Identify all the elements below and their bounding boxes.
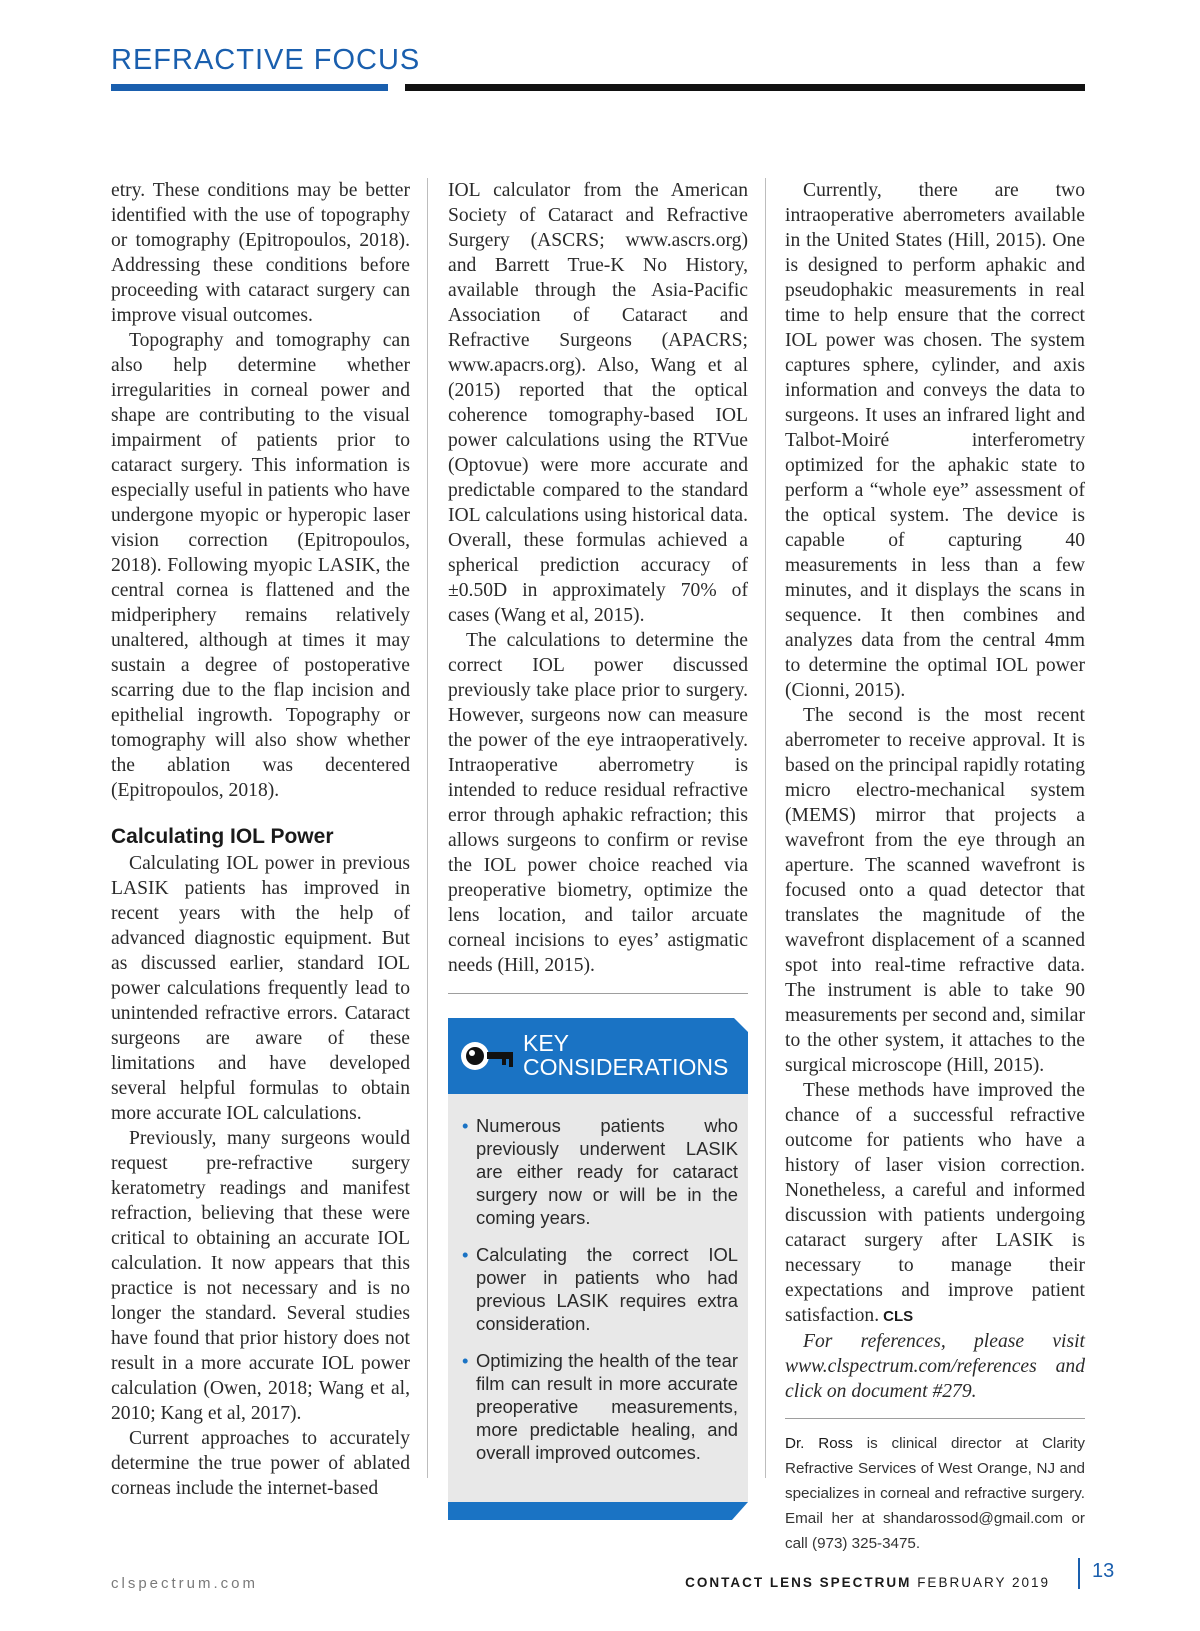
title-line: CONSIDERATIONS xyxy=(523,1054,729,1080)
key-considerations-header xyxy=(448,1018,748,1094)
key-considerations-footer-bar xyxy=(448,1502,748,1520)
bio-rule xyxy=(785,1418,1085,1419)
paragraph: etry. These conditions may be better identified with the use of topography or tomography (Epitropoulos, 2018). Addressing these conditions before proceeding with cataract surgery can improve visual outcomes. xyxy=(111,180,410,326)
author-bio xyxy=(785,1431,1085,1556)
page-number: 13 xyxy=(1092,1560,1115,1582)
header-rule xyxy=(405,84,1085,91)
list-item-text: Optimizing the health of the tear film can result in more accurate preoperative measurements, more predictable healing, and overall improved outcomes. xyxy=(476,1350,738,1463)
column-divider xyxy=(427,178,428,1478)
section-title-underline xyxy=(111,84,388,91)
bullet-icon: • xyxy=(462,1244,469,1265)
list-item xyxy=(462,1243,738,1335)
article-column-3 xyxy=(785,178,1085,1556)
paragraph xyxy=(785,1078,1085,1329)
list-item xyxy=(462,1349,738,1464)
paragraph: Currently, there are two intraoperative aberrometers available in the United States (Hill, 2015). One is designed to perform aphakic and pseudophakic measurements in real time to help ensure that the correct IOL power was chosen. The system captures sphere, cylinder, and axis information and conveys the data to surgeons. It uses an infrared light and Talbot-Moiré interferometry optimized for the aphakic state to perform a “whole eye” assessment of the optical system. The device is capable of capturing 40 measurements in less than a few minutes, and it displays the scans in sequence. It then combines and analyzes data from the central 4mm to determine the optimal IOL power (Cionni, 2015). xyxy=(785,180,1085,701)
paragraph: Calculating IOL power in previous LASIK patients has improved in recent years with the help of advanced diagnostic equipment. But as discussed earlier, standard IOL power calculations frequently lead to unintended refractive errors. Cataract surgeons are aware of these limitations and have developed several helpful formulas to obtain more accurate IOL calculations. xyxy=(111,853,410,1124)
references-note: For references, please visit www.clspectrum.com/references and click on document #279. xyxy=(785,1331,1085,1402)
key-icon xyxy=(458,1038,516,1074)
sidebar-rule xyxy=(448,993,748,994)
end-mark: CLS xyxy=(883,1308,914,1325)
author-name: Dr. Ross xyxy=(785,1435,853,1452)
key-considerations-title xyxy=(523,1031,728,1079)
column-divider xyxy=(765,178,766,1478)
footer-corner-cut xyxy=(732,1502,748,1520)
paragraph: Previously, many surgeons would request pre-refractive surgery keratometry readings and manifest refraction, believing that these were critical to obtaining an accurate IOL calculation. It now appears that this practice is not necessary and is no longer the standard. Several studies have found that prior history does not result in a more accurate IOL power calculation (Owen, 2018; Wang et al, 2010; Kang et al, 2017). xyxy=(111,1128,410,1424)
footer-publication xyxy=(685,1575,1050,1590)
title-line: KEY xyxy=(523,1030,570,1056)
footer-website: clspectrum.com xyxy=(111,1575,259,1592)
section-title: REFRACTIVE FOCUS xyxy=(111,44,421,76)
footer-separator xyxy=(1078,1558,1080,1589)
paragraph: The second is the most recent aberrometer to receive approval. It is based on the principal rapidly rotating micro electro-mechanical system (MEMS) mirror that projects a wavefront from the eye through an aperture. The scanned wavefront is focused onto a quad detector that translates the magnitude of the wavefront displacement of a scanned spot into real-time refractive data. The instrument is able to take 90 measurements per second and, similar to the other system, it attaches to the surgical microscope (Hill, 2015). xyxy=(785,705,1085,1076)
bullet-icon: • xyxy=(462,1115,469,1136)
subheading: Calculating IOL Power xyxy=(111,825,334,848)
list-item-text: Numerous patients who previously underwent LASIK are either ready for cataract surgery now or will be in the coming years. xyxy=(476,1115,738,1228)
paragraph: The calculations to determine the correct IOL power discussed previously take place prior to surgery. However, surgeons now can measure the power of the eye intraoperatively. Intraoperative aberrometry is intended to reduce residual refractive error through aphakic refraction; this allows surgeons to confirm or revise the IOL power choice reached via preoperative biometry, optimize the lens location, and tailor arcuate corneal incisions to eyes’ astigmatic needs (Hill, 2015). xyxy=(448,630,748,976)
paragraph: Topography and tomography can also help determine whether irregularities in corneal power and shape are contributing to the visual impairment of patients prior to cataract surgery. This information is especially useful in patients who have undergone myopic or hyperopic laser vision correction (Epitropoulos, 2018). Following myopic LASIK, the central cornea is flattened and the midperiphery remains relatively unaltered, although at times it may sustain a degree of postoperative scarring due to the flap incision and epithelial ingrowth. Topography or tomography will also show whether the ablation was decentered (Epitropoulos, 2018). xyxy=(111,330,410,801)
article-column-2 xyxy=(448,178,748,978)
key-considerations-box xyxy=(448,1018,748,1520)
footer-issue: FEBRUARY 2019 xyxy=(917,1575,1050,1590)
paragraph: Current approaches to accurately determine the true power of ablated corneas include the internet-based xyxy=(111,1428,410,1499)
paragraph: IOL calculator from the American Society of Cataract and Refractive Surgery (ASCRS; www.ascrs.org) and Barrett True-K No History, available through the Asia-Pacific Association of Cataract and Refractive Surgeons (APACRS; www.apacrs.org). Also, Wang et al (2015) reported that the optical coherence tomography-based IOL power calculations using the RTVue (Optovue) were more accurate and predictable compared to the standard IOL calculations using historical data. Overall, these formulas achieved a spherical prediction accuracy of ±0.50D in approximately 70% of cases (Wang et al, 2015). xyxy=(448,180,748,626)
key-considerations-list xyxy=(462,1114,738,1478)
author-bio-text: is clinical director at Clarity Refractive Services of West Orange, NJ and specializes in corneal and refractive surgery. Email her at shandarossod@gmail.com or call (973) 325-3475. xyxy=(785,1435,1085,1552)
list-item xyxy=(462,1114,738,1229)
list-item-text: Calculating the correct IOL power in patients who had previous LASIK requires extra consideration. xyxy=(476,1244,738,1334)
bullet-icon: • xyxy=(462,1350,469,1371)
paragraph-text: These methods have improved the chance of a successful refractive outcome for patients who have a history of laser vision correction. Nonetheless, a careful and informed discussion with patients undergoing cataract surgery after LASIK is necessary to manage their expectations and improve patient satisfaction. xyxy=(785,1080,1085,1326)
footer-magazine: CONTACT LENS SPECTRUM xyxy=(685,1575,912,1590)
header-corner-cut xyxy=(734,1018,748,1032)
article-column-1 xyxy=(111,178,410,1501)
